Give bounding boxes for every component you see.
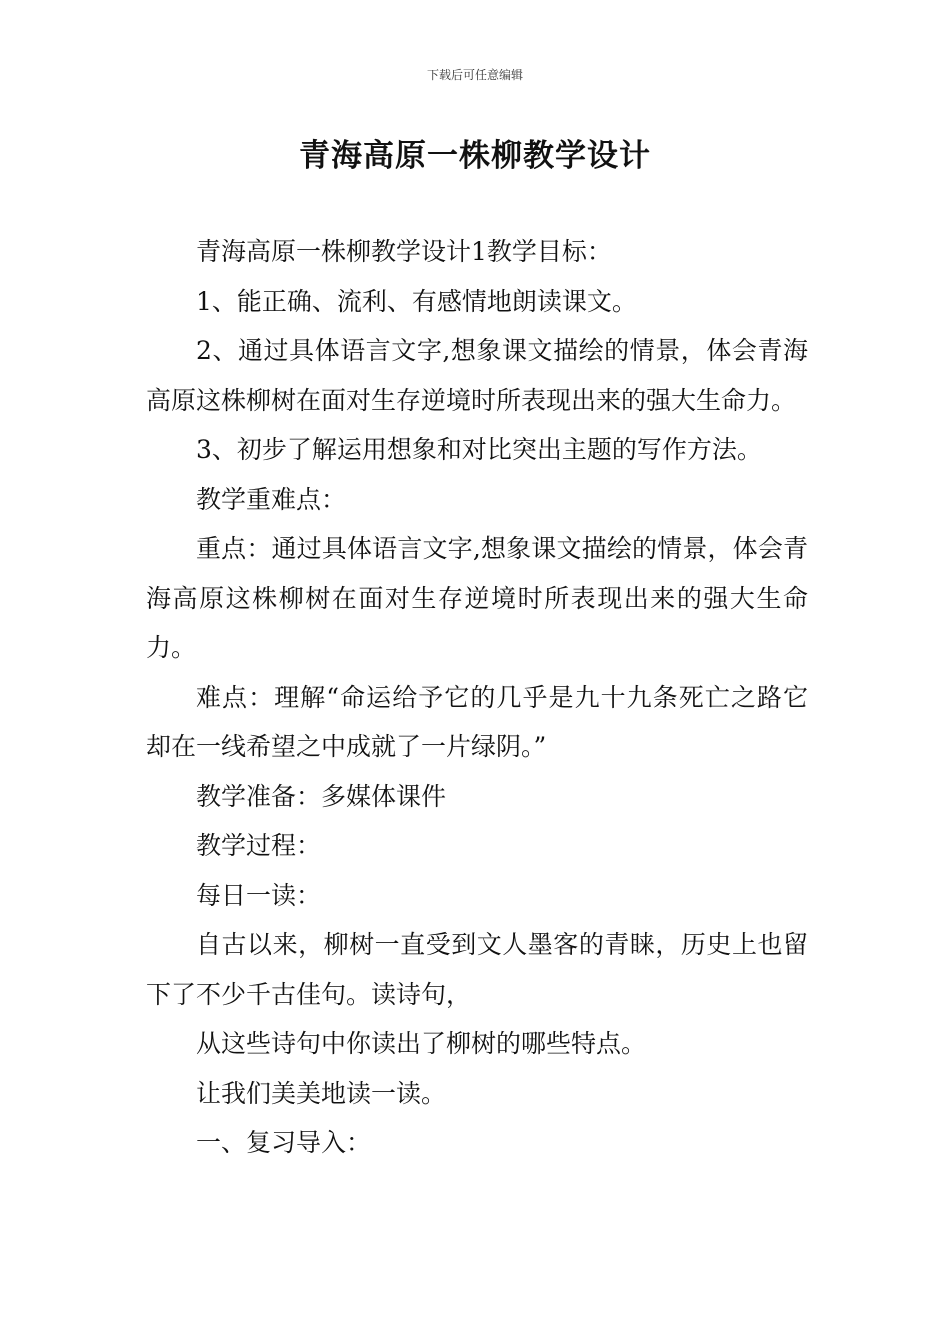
paragraph-key-points-heading: 教学重难点： bbox=[196, 484, 347, 514]
paragraph-process-heading: 教学过程： bbox=[196, 831, 322, 860]
paragraph-preparation: 教学准备：多媒体课件 bbox=[196, 781, 447, 811]
paragraph-objective-3: 3、初步了解运用想象和对比突出主题的写作方法。 bbox=[196, 435, 762, 464]
paragraph-section-one-heading: 一、复习导入： bbox=[196, 1128, 372, 1157]
paragraph-intro-text: 自古以来，柳树一直受到文人墨客的青睐，历史上也留下了不少千古佳句。读诗句， bbox=[146, 930, 808, 1009]
paragraph-difficult-point: 难点：理解“命运给予它的几乎是九十九条死亡之路它却在一线希望之中成就了一片绿阴。” bbox=[146, 682, 808, 761]
paragraph-question: 从这些诗句中你读出了柳树的哪些特点。 bbox=[196, 1029, 647, 1058]
paragraph-daily-reading: 每日一读： bbox=[196, 880, 322, 910]
paragraph-objectives-heading: 青海高原一株柳教学设计1教学目标： bbox=[196, 237, 612, 266]
paragraph-read-aloud: 让我们美美地读一读。 bbox=[196, 1078, 447, 1108]
paragraph-objective-1: 1、能正确、流利、有感情地朗读课文。 bbox=[196, 286, 637, 316]
paragraph-objective-2: 2、通过具体语言文字,想象课文描绘的情景，体会青海高原这株柳树在面对生存逆境时所表现出来的强大生命力。 bbox=[146, 336, 808, 415]
document-body bbox=[146, 227, 808, 1168]
paragraph-key-point: 重点：通过具体语言文字,想象课文描绘的情景，体会青海高原这株柳树在面对生存逆境时所表现出来的强大生命力。 bbox=[146, 534, 808, 662]
document-title: 青海高原一株柳教学设计 bbox=[299, 138, 651, 174]
header-note: 下载后可任意编辑 bbox=[426, 68, 523, 82]
